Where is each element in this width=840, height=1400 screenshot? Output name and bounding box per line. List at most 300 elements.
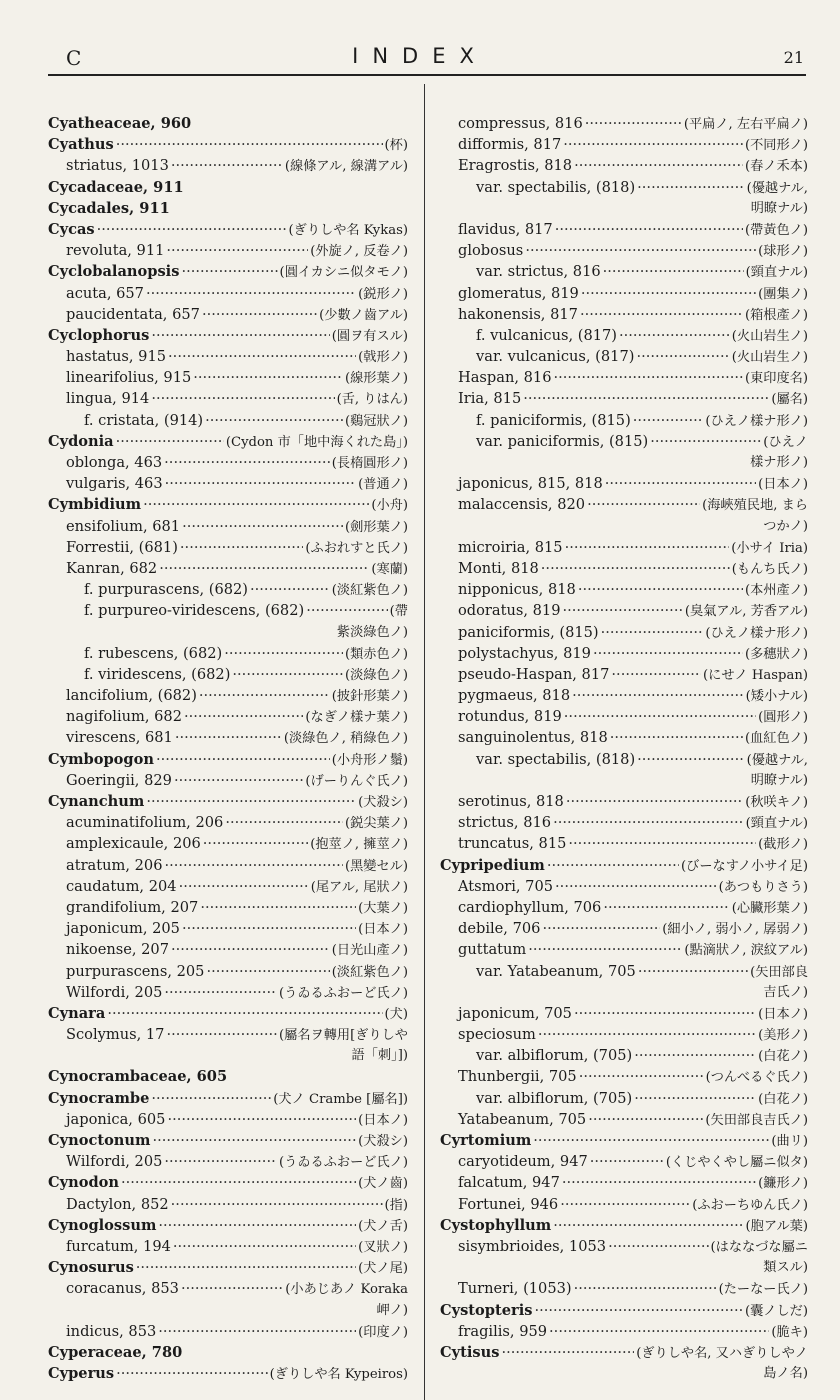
species-entry [440,1024,808,1045]
entry-name: Cycas [48,220,95,238]
entry-name: Turneri, (1053) [458,1280,572,1298]
entry-meaning: (ふおーちゆん氏ノ) [692,1197,808,1213]
species-entry [440,1088,808,1109]
entry-meaning: (犬ノ Crambe [屬名]) [273,1091,408,1107]
leader-dots [593,643,743,664]
entry-meaning: (胞アル葉) [745,1218,808,1234]
entry-name: malaccensis, 820 [458,496,586,514]
leader-dots [152,1130,356,1151]
species-entry [48,706,408,727]
index-entry-continuation: 類スル) [763,1260,808,1276]
entry-meaning: (東印度名) [744,371,808,387]
entry-name: debile, 706 [458,920,541,938]
entry-name: linearifolius, 915 [66,369,192,387]
entry-name: var. spectabilis, (818) [476,750,636,768]
entry-name: lancifolium, (682) [66,687,197,705]
genus-entry [48,431,408,452]
leader-dots [116,431,224,452]
entry-name: var. spectabilis, (818) [476,178,636,196]
entry-name: Cynocrambe [48,1089,150,1107]
entry-name: Cycadales, 911 [48,199,170,217]
leader-dots [184,706,303,727]
entry-name: glomeratus, 819 [458,284,579,302]
leader-dots [199,685,330,706]
entry-name: Cytisus [440,1343,500,1361]
header-rule [48,74,806,76]
genus-entry [48,1215,408,1236]
entry-name: odoratus, 819 [458,602,561,620]
entry-name: indicus, 853 [66,1322,157,1340]
leader-dots [555,876,717,897]
entry-name: Cyclobalanopsis [48,263,180,281]
leader-dots [549,1321,769,1342]
entry-name: fragilis, 959 [458,1322,548,1340]
entry-meaning: (犬ノ舌) [358,1218,408,1234]
leader-dots [633,410,704,431]
entry-name: hastatus, 915 [66,348,167,366]
leader-dots [225,812,343,833]
leader-dots [566,791,743,812]
leader-dots [638,961,748,982]
entry-name: globosus [458,242,524,260]
entry-meaning: (うゐるふおーど氏ノ) [279,985,408,1001]
entry-name: Fortunei, 946 [458,1195,559,1213]
entry-meaning: (優越ナル, [746,752,808,768]
species-entry [440,897,808,918]
species-entry [440,961,808,982]
species-entry [440,261,808,282]
entry-meaning: (小サイ Iria) [731,540,808,556]
entry-meaning: (ぎりしや名 Kykas) [288,222,408,238]
leader-dots [501,1342,634,1363]
entry-name: var. paniciformis, (815) [476,432,649,450]
leader-dots [588,1109,703,1130]
entry-meaning: (くじやくやし屬ニ似タ) [665,1155,808,1171]
entry-meaning: (截形ノ) [758,837,808,853]
leader-dots [637,177,744,198]
leader-dots [107,1003,382,1024]
leader-dots [158,1215,356,1236]
species-entry [440,1278,808,1299]
entry-name: japonicus, 815, 818 [458,475,603,493]
species-entry [440,939,808,960]
entry-meaning: (披針形葉ノ) [331,689,408,705]
species-entry [48,685,408,706]
leader-dots [572,685,743,706]
entry-name: compressus, 816 [458,115,583,132]
entry-name: lingua, 914 [66,390,150,408]
leader-dots [562,1172,756,1193]
species-entry [48,1151,408,1172]
species-entry [440,1045,808,1066]
entry-name: rotundus, 819 [458,708,562,726]
species-entry [440,579,808,600]
species-entry [440,791,808,812]
leader-dots [538,1024,756,1045]
species-entry [440,367,808,388]
entry-meaning: (ひえノ樣ナ形ノ) [705,625,808,641]
leader-dots [136,1257,356,1278]
entry-meaning: (心臟形葉ノ) [731,900,808,916]
entry-name: Cyclophorus [48,326,150,344]
leader-dots [541,558,730,579]
entry-name: Haspan, 816 [458,369,552,387]
entry-name: f. cristata, (914) [84,411,204,429]
entry-name: flavidus, 817 [458,220,553,238]
entry-name: var. vulcanicus, (817) [476,348,635,366]
species-entry [48,283,408,304]
entry-name: polystachyus, 819 [458,644,591,662]
leader-dots [143,494,369,515]
entry-meaning: (尾アル, 尾狀ノ) [310,879,408,895]
species-entry [440,388,808,409]
entry-meaning: (團集ノ) [758,286,808,302]
leader-dots [534,1300,742,1321]
species-entry [48,473,408,494]
leader-dots [581,283,756,304]
species-entry [48,855,408,876]
entry-name: Goeringii, 829 [66,771,172,789]
entry-meaning: (鐮形ノ) [758,1176,808,1192]
genus-entry [48,261,408,282]
entry-name: vulgaris, 463 [66,475,163,493]
entry-meaning: (箱根產ノ) [744,307,808,323]
species-entry [440,494,808,515]
leader-dots [164,452,330,473]
leader-dots [116,1363,268,1384]
entry-name: Cyathus [48,136,114,154]
species-entry [440,219,808,240]
entry-name: Cynanchum [48,793,145,810]
entry-meaning: (大葉ノ) [358,900,408,916]
species-entry [440,1003,808,1024]
entry-meaning: (不同形ノ) [744,138,808,154]
genus-entry [48,1088,408,1109]
entry-name: Cypripedium [440,856,545,874]
entry-name: furcatum, 194 [66,1237,171,1255]
leader-dots [563,134,743,155]
entry-meaning: (細小ノ, 弱小ノ, 孱弱ノ) [662,922,808,938]
species-entry [440,622,808,643]
species-entry [48,1321,408,1342]
leader-dots [603,261,744,282]
species-entry [440,473,808,494]
species-entry [48,982,408,1003]
genus-entry [48,325,408,346]
entry-name: ensifolium, 681 [66,517,181,535]
entry-meaning: (抱莖ノ, 擁莖ノ) [310,837,408,853]
leader-dots [650,431,761,452]
species-entry [440,1172,808,1193]
entry-name: Cymbidium [48,496,142,514]
species-entry [48,1024,408,1045]
genus-entry [48,1066,408,1087]
species-entry [48,961,408,982]
species-entry [48,410,408,431]
page-number: 21 [783,48,804,67]
genus-entry [440,1215,808,1236]
species-entry [440,177,808,198]
leader-dots [171,1194,383,1215]
species-entry [48,579,408,600]
entry-name: oblonga, 463 [66,454,163,471]
entry-name: serotinus, 818 [458,793,564,810]
species-entry [440,833,808,854]
entry-meaning: (犬ノ尾) [358,1261,408,1277]
index-entry-continuation: 吉氏ノ) [763,984,808,1000]
entry-meaning: (平扁ノ, 左右平扁ノ) [683,117,808,132]
entry-name: Thunbergii, 705 [458,1068,577,1086]
entry-meaning: (圓形ノ) [758,710,808,726]
entry-meaning: (淡綠色ノ, 稍綠色ノ) [283,731,408,747]
section-letter: C [66,46,82,70]
entry-name: cardiophyllum, 706 [458,898,602,916]
entry-name: Cyperus [48,1365,115,1383]
leader-dots [547,855,679,876]
leader-dots [585,113,682,134]
leader-dots [200,897,356,918]
species-entry [440,325,808,346]
entry-meaning: (あつもりさう) [718,879,808,895]
entry-name: Yatabeanum, 705 [458,1110,587,1128]
genus-entry [48,1257,408,1278]
entry-name: purpurascens, 205 [66,962,205,980]
entry-meaning: (優越ナル, [746,180,808,196]
entry-meaning: (線形葉ノ) [344,371,408,387]
genus-entry [48,219,408,240]
species-entry [48,346,408,367]
entry-meaning: (杯) [384,138,408,154]
species-entry [440,706,808,727]
page-title: INDEX [352,44,488,68]
entry-name: guttatum [458,941,527,959]
entry-meaning: (日本ノ) [758,477,808,493]
species-entry [48,770,408,791]
entry-meaning: (日本ノ) [758,1006,808,1022]
entry-meaning: (うゐるふおーど氏ノ) [279,1155,408,1171]
entry-name: f. rubescens, (682) [84,644,223,662]
leader-dots [166,240,308,261]
species-entry [48,918,408,939]
leader-dots [173,1236,356,1257]
leader-dots [608,1236,708,1257]
leader-dots [181,261,277,282]
entry-name: Cynara [48,1004,106,1022]
index-entry-continuation: 語「刺」]) [351,1048,408,1064]
entry-name: Monti, 818 [458,559,539,577]
entry-name: virescens, 681 [66,729,173,747]
species-entry [48,1236,408,1257]
species-entry [48,388,408,409]
leader-dots [224,643,343,664]
species-entry [440,283,808,304]
leader-dots [158,1321,356,1342]
leader-dots [156,749,330,770]
entry-meaning: (たーなー氏ノ) [718,1282,808,1298]
leader-dots [555,219,743,240]
entry-meaning: (舌, りはん) [336,392,408,408]
entry-name: nipponicus, 818 [458,581,576,599]
species-entry [440,558,808,579]
entry-name: Cynodon [48,1174,119,1192]
entry-meaning: (類赤色ノ) [344,646,408,662]
entry-meaning: (春ノ禾本) [744,159,808,175]
leader-dots [97,219,287,240]
leader-dots [166,1024,277,1045]
right-column [440,113,808,1384]
genus-entry [48,1172,408,1193]
species-entry [440,685,808,706]
leader-dots [306,600,387,621]
genus-entry [48,1003,408,1024]
entry-name: Wilfordi, 205 [66,983,163,1001]
page-header [0,42,840,72]
entry-meaning: (血紅色ノ) [744,731,808,747]
entry-meaning: (つんべるぐ氏ノ) [705,1070,808,1086]
index-entry-continuation: 紫淡綠色ノ) [336,624,408,640]
entry-meaning: (白花ノ) [758,1091,808,1107]
leader-dots [634,1088,756,1109]
entry-meaning: (鷄冠狀ノ) [344,413,408,429]
entry-meaning: (ひえノ樣ナ形ノ) [705,413,808,429]
entry-name: nagifolium, 682 [66,708,183,726]
entry-meaning: (圓ヲ有スル) [331,328,408,344]
genus-entry [48,1130,408,1151]
entry-name: microiria, 815 [458,538,563,556]
species-entry [48,1278,408,1299]
column-divider [424,84,425,1400]
leader-dots [637,749,744,770]
leader-dots [579,1066,704,1087]
entry-name: grandifolium, 207 [66,898,199,916]
leader-dots [533,1130,769,1151]
index-entry-continuation: 島ノ名) [763,1366,808,1382]
entry-meaning: (囊ノしだ) [744,1303,808,1319]
entry-meaning: (小あじあノ Koraka [285,1282,408,1298]
entry-meaning: (犬ノ齒) [358,1176,408,1192]
entry-meaning: (小舟形ノ鬚) [331,752,408,768]
entry-meaning: (長楕圓形ノ) [331,456,408,471]
genus-entry [48,494,408,515]
leader-dots [554,367,743,388]
entry-name: difformis, 817 [458,136,562,154]
species-entry [440,1151,808,1172]
species-entry [48,240,408,261]
entry-meaning: (多穗狀ノ) [744,646,808,662]
species-entry [440,1066,808,1087]
entry-name: japonicum, 205 [66,920,180,938]
entry-meaning: (鋭尖葉ノ) [344,816,408,832]
leader-dots [611,664,701,685]
species-entry [48,1109,408,1130]
leader-dots [590,1151,664,1172]
entry-meaning: (指) [384,1197,408,1213]
leader-dots [565,537,730,558]
species-entry [440,1321,808,1342]
leader-dots [634,1045,756,1066]
entry-meaning: (美形ノ) [758,1028,808,1044]
genus-entry [48,134,408,155]
entry-meaning: (屬名ヲ轉用[ぎりしや [279,1028,408,1044]
species-entry [440,600,808,621]
entry-name: Cycadaceae, 911 [48,178,184,196]
entry-meaning: (げーりんぐ氏ノ) [305,773,408,789]
entry-name: var. albiflorum, (705) [476,1047,633,1065]
species-entry [48,643,408,664]
entry-name: Cynocrambaceae, 605 [48,1068,228,1086]
genus-entry [440,1300,808,1321]
leader-dots [202,304,317,325]
leader-dots [151,1088,271,1109]
leader-dots [146,283,356,304]
leader-dots [587,494,700,515]
entry-name: var. strictus, 816 [476,263,601,281]
entry-meaning: (圓イカシニ似タモノ) [279,265,408,281]
leader-dots [179,876,309,897]
entry-meaning: (日本ノ) [358,1112,408,1128]
entry-name: var. albiflorum, (705) [476,1089,633,1107]
entry-name: f. viridescens, (682) [84,665,231,683]
entry-name: Dactylon, 852 [66,1195,169,1213]
leader-dots [603,897,729,918]
entry-name: pygmaeus, 818 [458,687,571,705]
entry-meaning: (秋咲キノ) [745,795,808,810]
entry-name: f. vulcanicus, (817) [476,326,617,344]
genus-entry [440,1130,808,1151]
leader-dots [636,346,729,367]
leader-dots [205,410,343,431]
entry-meaning: (叉狀ノ) [358,1239,408,1255]
entry-name: japonicum, 705 [458,1004,572,1022]
entry-meaning: (Cydon 市「地中海くれた島」) [225,434,408,450]
species-entry [440,812,808,833]
species-entry [440,113,808,134]
species-entry [440,1194,808,1215]
leader-dots [528,939,682,960]
entry-meaning: (犬) [384,1006,408,1022]
leader-dots [121,1172,356,1193]
leader-dots [574,1003,756,1024]
index-entry-continuation: 明瞭ナル) [750,772,808,788]
index-entry-continuation: 明瞭ナル) [750,200,808,216]
entry-name: Cynoglossum [48,1216,157,1234]
entry-name: sanguinolentus, 818 [458,729,608,747]
leader-dots [574,1278,717,1299]
entry-meaning: (矢田部良吉氏ノ) [705,1112,808,1128]
leader-dots [193,367,343,388]
leader-dots [542,918,660,939]
leader-dots [151,325,329,346]
entry-meaning: (帶 [389,604,408,620]
species-entry [48,304,408,325]
species-entry [48,600,408,621]
leader-dots [171,155,283,176]
entry-meaning: (ふおれすと氏ノ) [305,540,408,556]
species-entry [48,367,408,388]
entry-name: nikoense, 207 [66,941,169,959]
leader-dots [175,727,282,748]
entry-meaning: (頸直ナル) [745,265,808,281]
species-entry [440,749,808,770]
species-entry [440,155,808,176]
leader-dots [181,1278,283,1299]
entry-name: acuminatifolium, 206 [66,814,224,832]
entry-meaning: (淡紅紫色ノ) [331,964,408,980]
genus-entry [48,749,408,770]
entry-meaning: (びーなすノ小サイ足) [681,858,808,874]
leader-dots [164,982,277,1003]
leader-dots [525,240,756,261]
